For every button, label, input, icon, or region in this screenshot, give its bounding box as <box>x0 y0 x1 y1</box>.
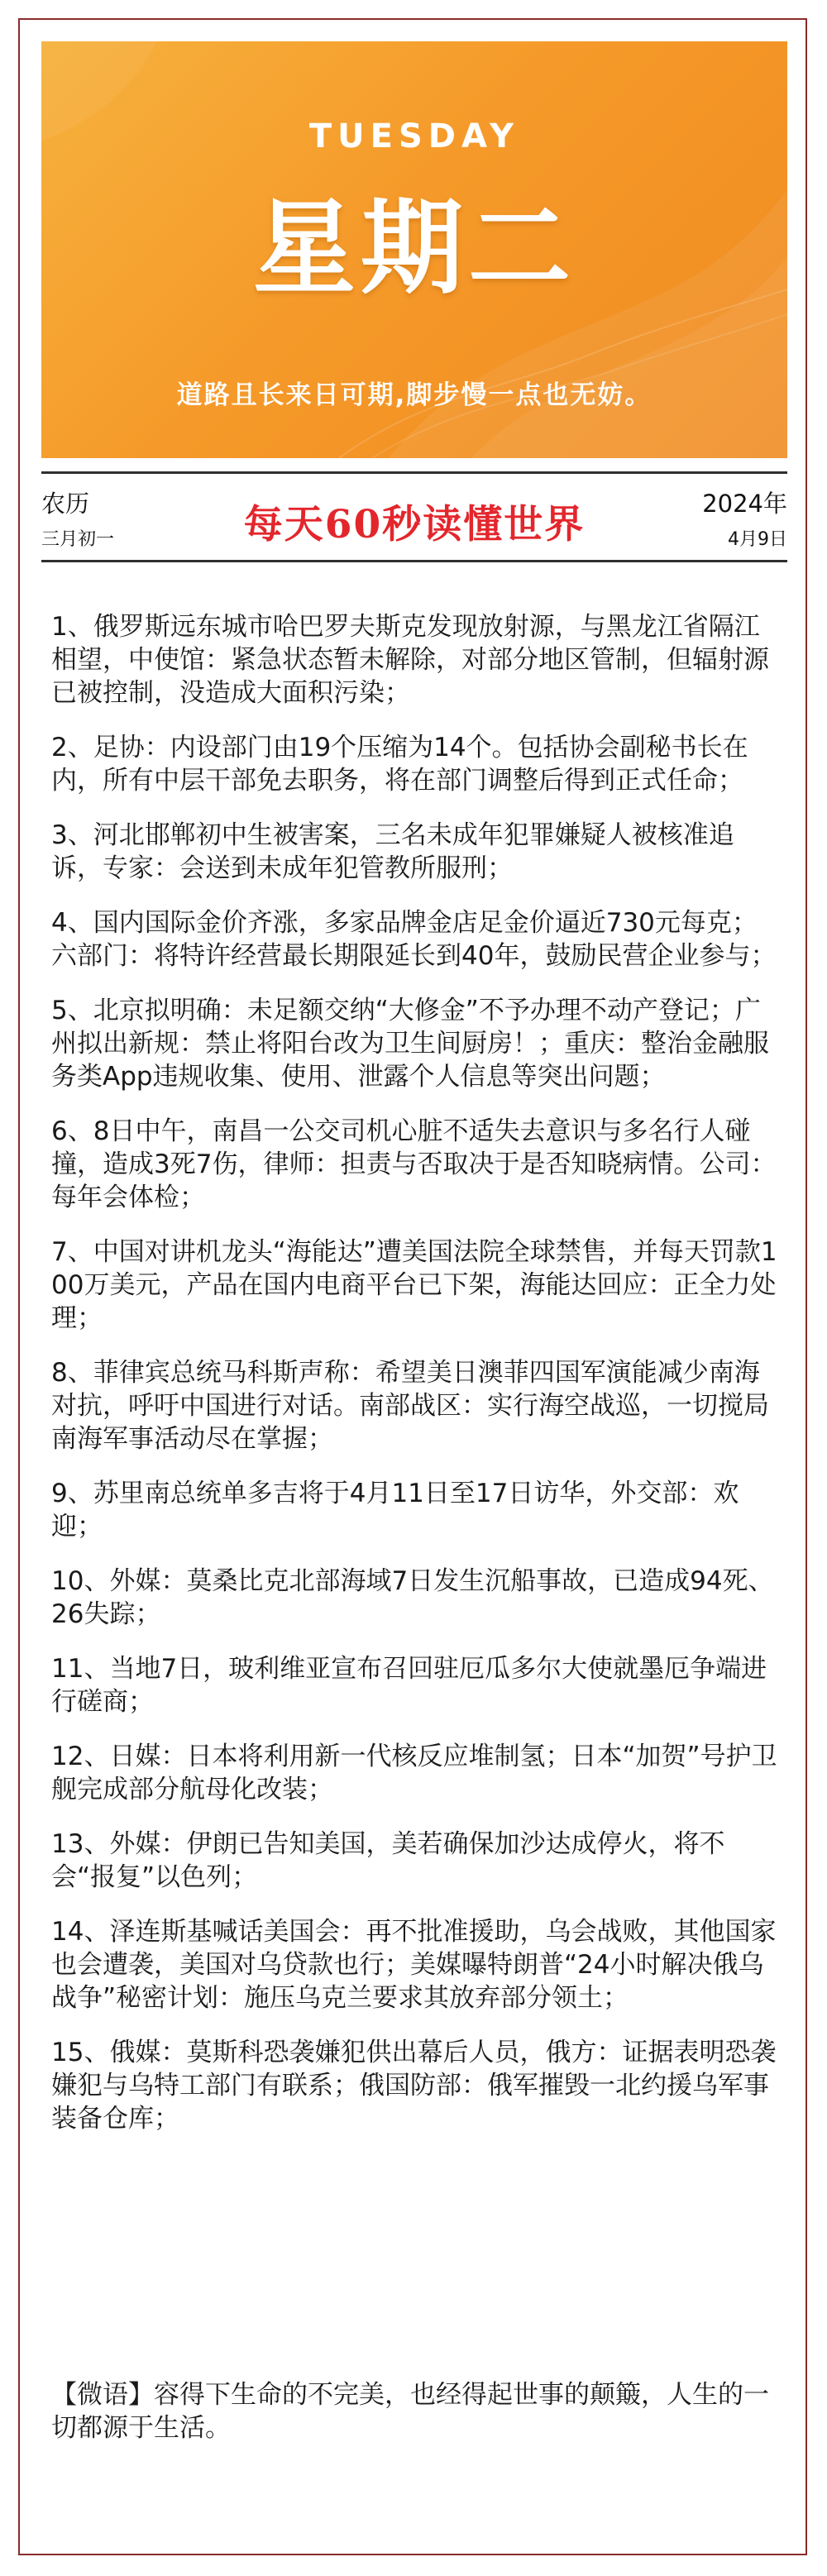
news-list <box>51 610 779 2157</box>
news-item-15: 15、俄媒：莫斯科恐袭嫌犯供出幕后人员，俄方：证据表明恐袭嫌犯与乌特工部门有联系；俄国防部：俄军摧毁一北约援乌军事装备仓库； <box>51 2038 777 2134</box>
news-item-4: 4、国内国际金价齐涨，多家品牌金店足金价逼近730元每克；六部门：将特许经营最长期限延长到40年，鼓励民营企业参与； <box>51 908 777 971</box>
news-item-2: 2、足协：内设部门由19个压缩为14个。包括协会副秘书长在内，所有中层干部免去职务，将在部门调整后得到正式任命； <box>51 733 748 796</box>
lunar-label: 农历 <box>41 490 90 518</box>
day-banner <box>41 41 787 458</box>
news-item-11: 11、当地7日，玻利维亚宣布召回驻厄瓜多尔大使就墨厄争端进行磋商； <box>51 1654 767 1717</box>
year-label: 2024年 <box>702 490 787 518</box>
lunar-date: 三月初一 <box>41 529 115 550</box>
date-header <box>41 471 787 562</box>
day-chinese: 星期二 <box>252 189 576 308</box>
news-item-12: 12、日媒：日本将利用新一代核反应堆制氢；日本“加贺”号护卫舰完成部分航母化改装； <box>51 1742 777 1804</box>
news-item-14: 14、泽连斯基喊话美国会：再不批准援助，乌会战败，其他国家也会遭袭，美国对乌贷款也行；美媒曝特朗普“24小时解决俄乌战争”秘密计划：施压乌克兰要求其放弃部分领土； <box>51 1917 777 2013</box>
news-item-6: 6、8日中午，南昌一公交司机心脏不适失去意识与多名行人碰撞，造成3死7伤，律师：担责与否取决于是否知晓病情。公司：每年会体检； <box>51 1116 777 1212</box>
news-item-13: 13、外媒：伊朗已告知美国，美若确保加沙达成停火，将不会“报复”以色列； <box>51 1829 725 1892</box>
news-item-1: 1、俄罗斯远东城市哈巴罗夫斯克发现放射源，与黑龙江省隔江相望，中使馆：紧急状态暂未解除，对部分地区管制，但辐射源已被控制，没造成大面积污染； <box>51 612 769 708</box>
news-item-7: 7、中国对讲机龙头“海能达”遭美国法院全球禁售，并每天罚款100万美元，产品在国内电商平台已下架，海能达回应：正全力处理； <box>51 1237 777 1333</box>
day-english: TUESDAY <box>308 117 520 155</box>
motto: 道路且长来日可期,脚步慢一点也无妨。 <box>176 380 653 410</box>
month-day: 4月9日 <box>728 529 787 550</box>
news-item-10: 10、外媒：莫桑比克北部海域7日发生沉船事故，已造成94死、26失踪； <box>51 1566 774 1629</box>
news-item-5: 5、北京拟明确：未足额交纳“大修金”不予办理不动产登记；广州拟出新规：禁止将阳台改为卫生间厨房！；重庆：整治金融服务类App违规收集、使用、泄露个人信息等突出问题； <box>51 996 769 1092</box>
news-item-8: 8、菲律宾总统马科斯声称：希望美日澳菲四国军演能减少南海对抗，呼吁中国进行对话。南部战区：实行海空战巡，一切搅局南海军事活动尽在掌握； <box>51 1358 769 1454</box>
daily-quote: 【微语】容得下生命的不完美，也经得起世事的颠簸，人生的一切都源于生活。 <box>51 2380 769 2443</box>
news-item-3: 3、河北邯郸初中生被害案，三名未成年犯罪嫌疑人被核准追诉，专家：会送到未成年犯管教所服刑； <box>51 820 734 883</box>
page-title: 每天60秒读懂世界 <box>243 502 586 547</box>
news-item-9: 9、苏里南总统单多吉将于4月11日至17日访华，外交部：欢迎； <box>51 1479 739 1541</box>
